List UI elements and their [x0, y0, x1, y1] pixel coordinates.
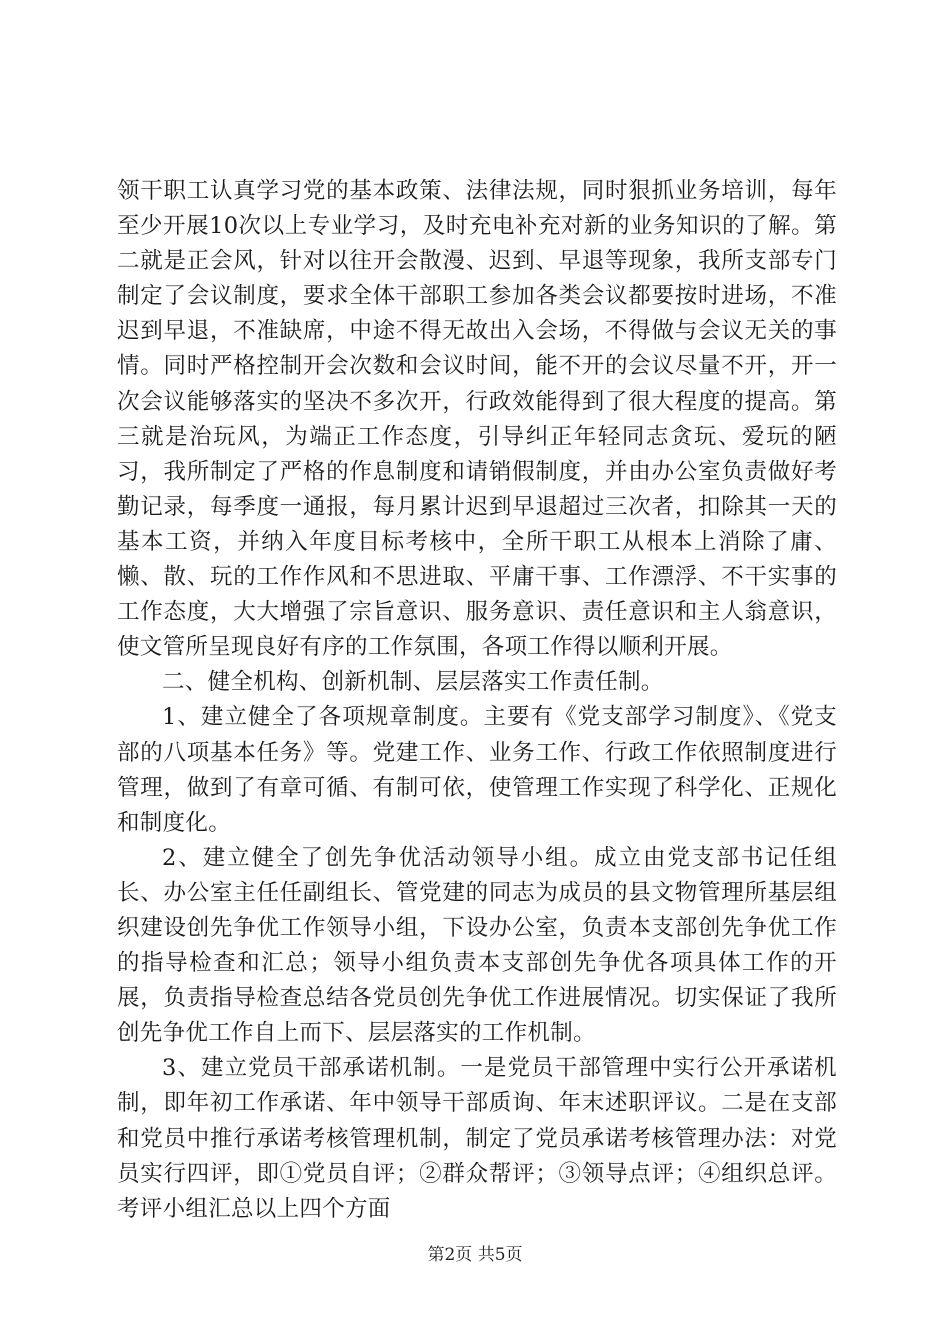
paragraph-item-2: 2、建立健全了创先争优活动领导小组。成立由党支部书记任组长、办公室主任任副组长、管党建的同志为成员的县文物管理所基层组织建设创先争优工作领导小组，下设办公室，负责本支部创先争优工作的指导检查和汇总；领导小组负责本支部创先争优各项具体工作的开展，负责指导检查总结各党员创先争优工作进展情况。切实保证了我所创先争优工作自上而下、层层落实的工作机制。 [117, 844, 837, 1047]
document-body [117, 174, 837, 1227]
paragraph-1: 领干职工认真学习党的基本政策、法律法规，同时狠抓业务培训，每年至少开展10次以上专业学习，及时充电补充对新的业务知识的了解。第二就是正会风，针对以往开会散漫、迟到、早退等现象，我所支部专门制定了会议制度，要求全体干部职工参加各类会议都要按时进场，不准迟到早退，不准缺席，中途不得无故出入会场，不得做与会议无关的事情。同时严格控制开会次数和会议时间，能不开的会议尽量不开，开一次会议能够落实的坚决不多次开，行政效能得到了很大程度的提高。第三就是治玩风，为端正工作态度，引导纠正年轻同志贪玩、爱玩的陋习，我所制定了严格的作息制度和请销假制度，并由办公室负责做好考勤记录，每季度一通报，每月累计迟到早退超过三次者，扣除其一天的基本工资，并纳入年度目标考核中，全所干职工从根本上消除了庸、懒、散、玩的工作作风和不思进取、平庸干事、工作漂浮、不干实事的工作态度，大大增强了宗旨意识、服务意识、责任意识和主人翁意识，使文管所呈现良好有序的工作氛围，各项工作得以顺利开展。 [117, 178, 837, 661]
section-heading-2: 二、健全机构、创新机制、层层落实工作责任制。 [162, 669, 664, 696]
paragraph-item-3: 3、建立党员干部承诺机制。一是党员干部管理中实行公开承诺机制，即年初工作承诺、年中领导干部质询、年末述职评议。二是在支部和党员中推行承诺考核管理机制，制定了党员承诺考核管理办法：对党员实行四评，即①党员自评；②群众帮评；③领导点评；④组织总评。考评小组汇总以上四个方面 [117, 1055, 837, 1222]
page-footer: 第2页 共5页 [427, 1245, 523, 1265]
paragraph-item-1: 1、建立健全了各项规章制度。主要有《党支部学习制度》、《党支部的八项基本任务》等。党建工作、业务工作、行政工作依照制度进行管理，做到了有章可循、有制可依，使管理工作实现了科学化、正规化和制度化。 [117, 704, 837, 836]
